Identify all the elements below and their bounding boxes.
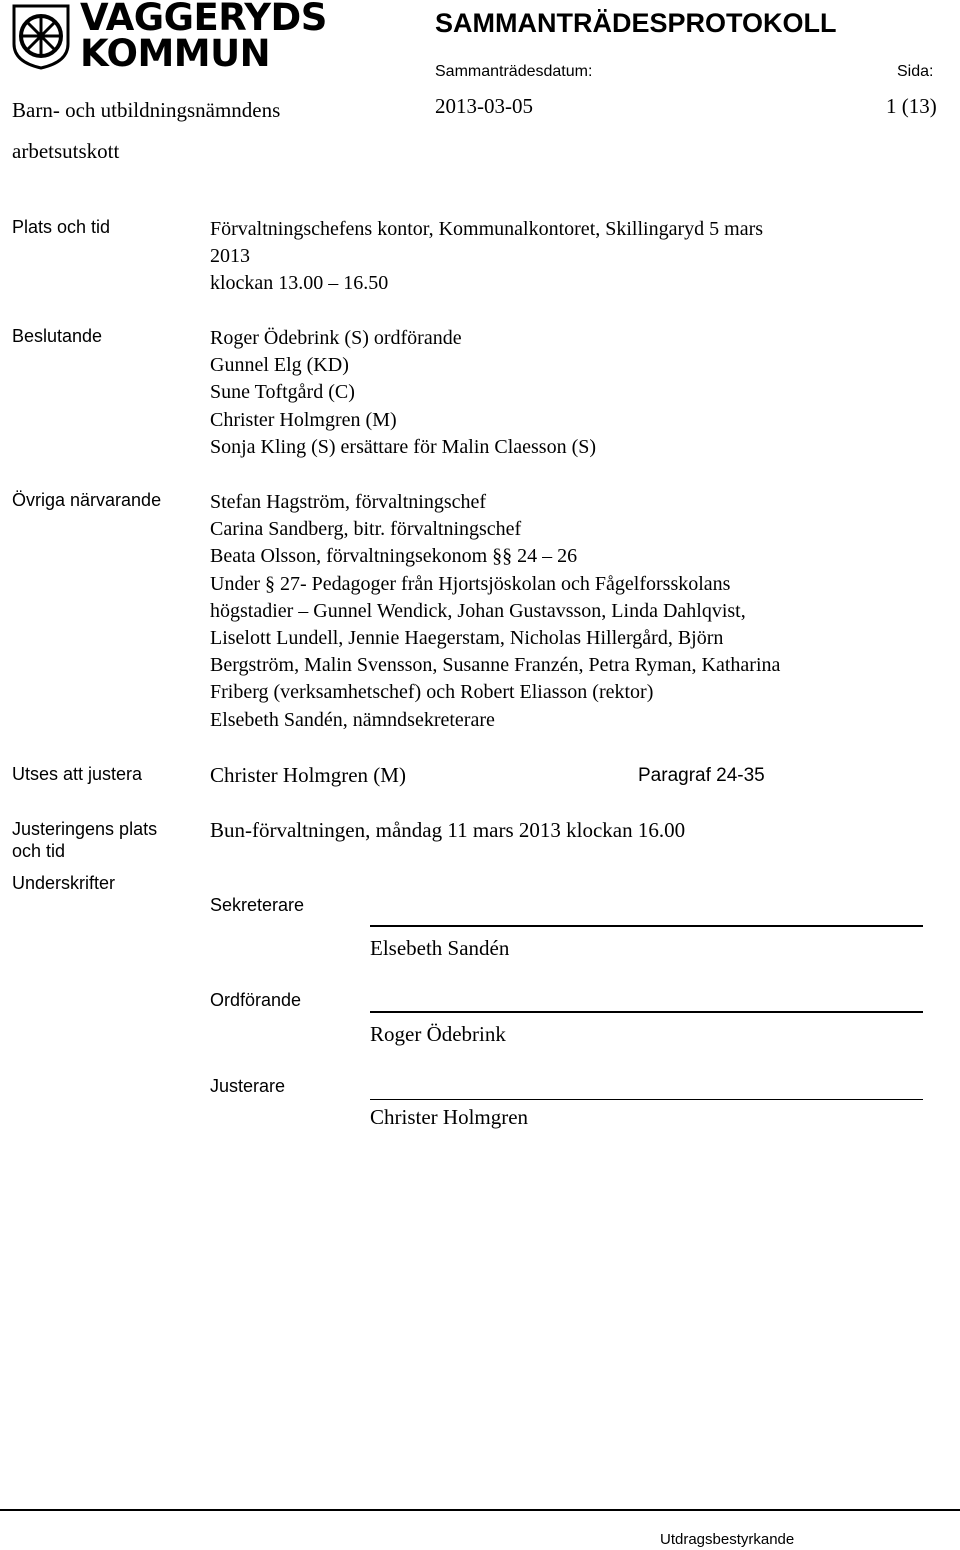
member-line: Christer Holmgren (M): [210, 408, 397, 431]
meeting-date: 2013-03-05: [435, 94, 533, 118]
committee-line: Barn- och utbildningsnämndens: [12, 98, 281, 122]
text-line: 2013: [210, 245, 250, 268]
adjuster-paragraphs: Paragraf 24-35: [638, 765, 765, 786]
signature-line: [370, 925, 923, 927]
signatures-label: Underskrifter: [12, 873, 116, 893]
footer-certification: Utdragsbestyrkande: [660, 1531, 795, 1548]
text-line: Förvaltningschefens kontor, Kommunalkontoret, Skillingaryd 5 mars: [210, 218, 764, 240]
committee-name: [12, 90, 342, 172]
attendee-line: Liselott Lundell, Jennie Haegerstam, Nicholas Hillergård, Björn: [210, 627, 724, 650]
others-present-label: Övriga närvarande: [12, 490, 162, 510]
secretary-role: Sekreterare: [210, 895, 305, 915]
secretary-name: Elsebeth Sandén: [370, 936, 510, 960]
document-title: SAMMANTRÄDESPROTOKOLL: [435, 8, 837, 38]
page-label: Sida:: [897, 63, 934, 80]
attendee-line: högstadier – Gunnel Wendick, Johan Gustavsson, Linda Dahlqvist,: [210, 599, 746, 622]
wagon-wheel-icon: [12, 4, 70, 70]
member-line: Roger Ödebrink (S) ordförande: [210, 327, 462, 349]
adjuster-signature-name: Christer Holmgren: [370, 1105, 529, 1129]
others-present-list: [210, 489, 920, 734]
committee-line: arbetsutskott: [12, 139, 120, 163]
attendee-line: Stefan Hagström, förvaltningschef: [210, 491, 487, 513]
attendee-line: Friberg (verksamhetschef) och Robert Eliasson (rektor): [210, 681, 654, 704]
page-number: 1 (13): [886, 94, 937, 118]
municipality-logo-text: [80, 0, 330, 75]
attendee-line: Carina Sandberg, bitr. förvaltningschef: [210, 518, 522, 541]
adjuster-name: Christer Holmgren (M): [210, 763, 406, 787]
chair-role: Ordförande: [210, 990, 302, 1010]
footer-divider: [0, 1509, 960, 1511]
logo-line: VAGGERYDS: [80, 0, 327, 39]
logo-line: KOMMUN: [80, 32, 271, 75]
attendee-line: Under § 27- Pedagoger från Hjortsjöskolan och Fågelforsskolans: [210, 572, 731, 595]
chair-name: Roger Ödebrink: [370, 1022, 506, 1046]
attendee-line: Bergström, Malin Svensson, Susanne Franzén, Petra Ryman, Katharina: [210, 654, 781, 677]
adjuster-role: Justerare: [210, 1076, 286, 1096]
adjustment-label: Justeringens plats och tid: [12, 819, 158, 861]
member-line: Sonja Kling (S) ersättare för Malin Claesson (S): [210, 435, 597, 458]
attendee-line: Elsebeth Sandén, nämndsekreterare: [210, 708, 495, 731]
text-line: klockan 13.00 – 16.50: [210, 272, 389, 295]
deciding-label: Beslutande: [12, 326, 103, 346]
member-line: Sune Toftgård (C): [210, 381, 355, 404]
attendee-line: Beata Olsson, förvaltningsekonom §§ 24 – 26: [210, 545, 578, 568]
adjuster-label: Utses att justera: [12, 764, 143, 784]
member-line: Gunnel Elg (KD): [210, 354, 349, 377]
adjustment-value: Bun-förvaltningen, måndag 11 mars 2013 klockan 16.00: [210, 818, 686, 842]
place-time-label: Plats och tid: [12, 217, 111, 237]
place-time-value: [210, 216, 920, 298]
meeting-date-label: Sammanträdesdatum:: [435, 63, 593, 80]
signature-line: [370, 1099, 923, 1100]
signature-line: [370, 1011, 923, 1013]
deciding-members: [210, 325, 920, 461]
